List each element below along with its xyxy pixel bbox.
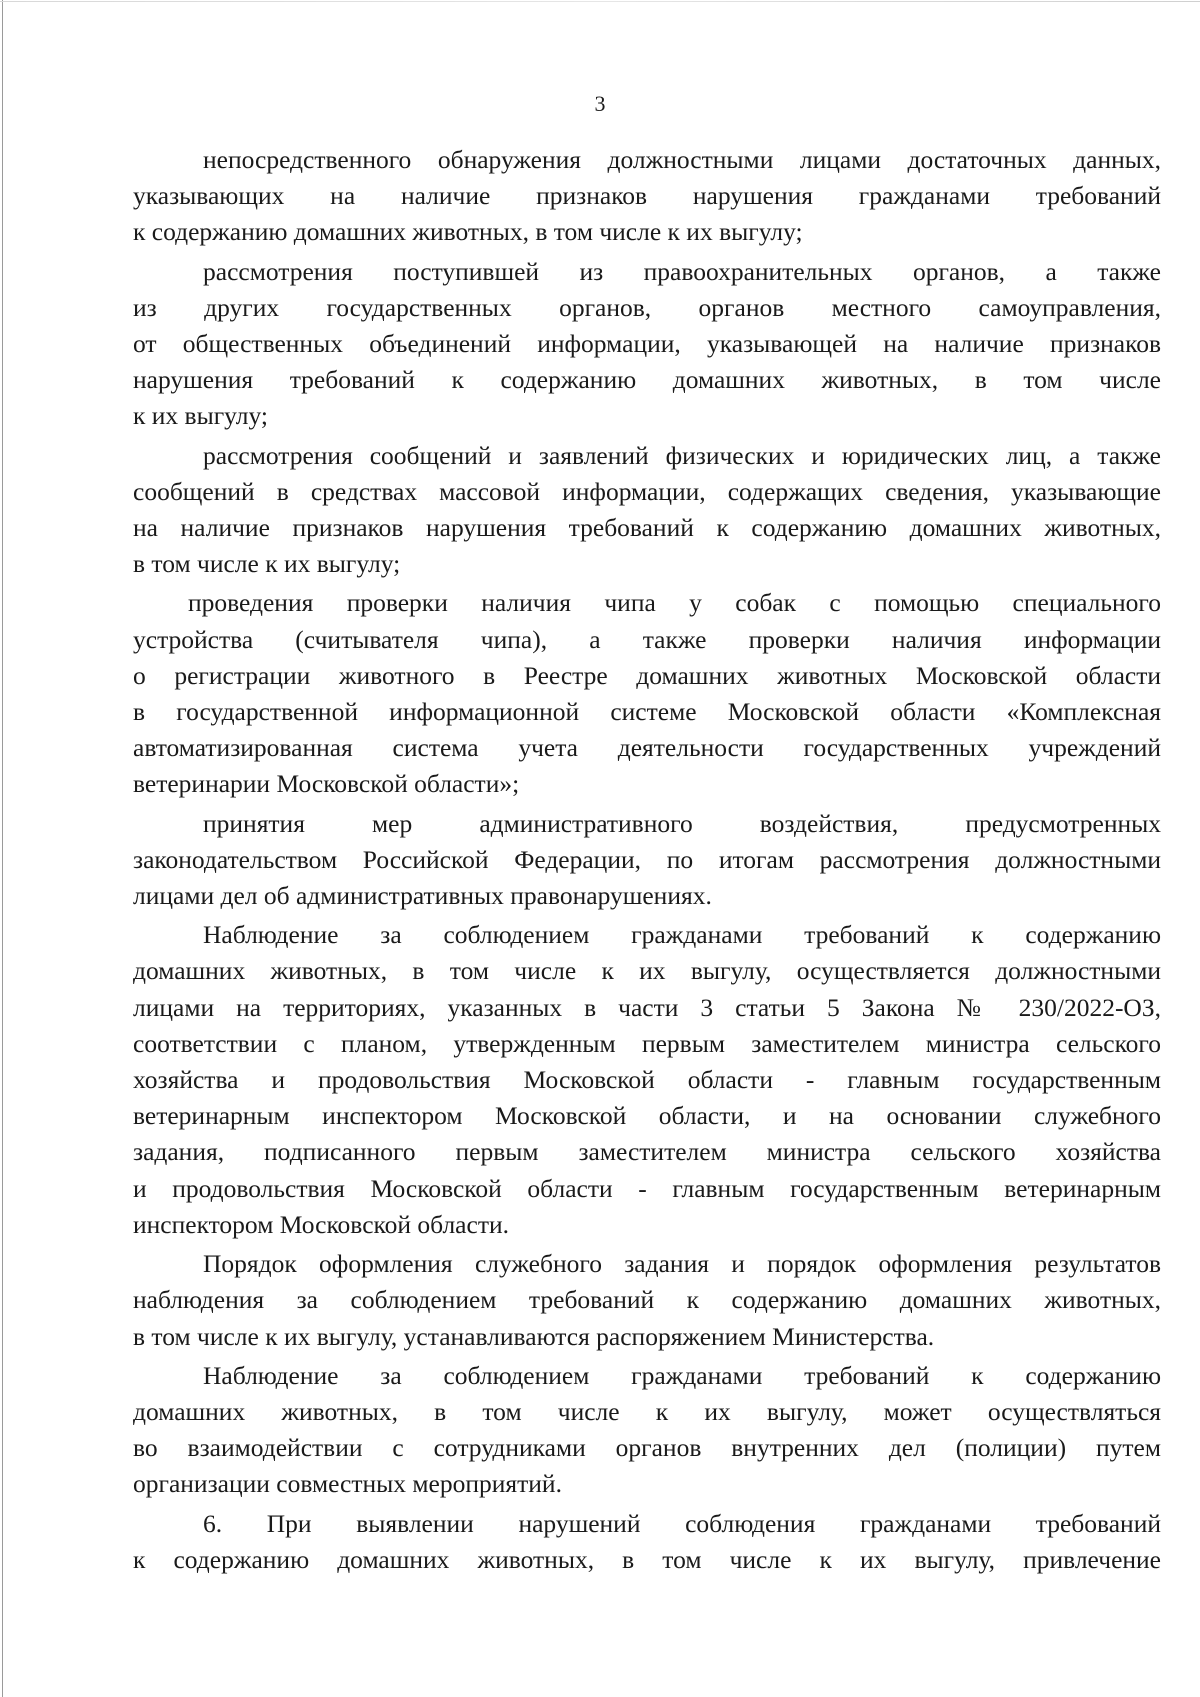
text-line: Наблюдение за соблюдением гражданами требований к содержанию [203,920,1161,950]
text-line: нарушения требований к содержанию домашних животных, в том числе [133,365,1161,395]
text-line: организации совместных мероприятий. [133,1469,562,1499]
paragraph-police-cooperation [133,1358,1161,1503]
text-line: автоматизированная система учета деятельности государственных учреждений [133,733,1161,763]
text-line: ветеринарии Московской области»; [133,769,520,799]
text-line: указывающих на наличие признаков нарушения гражданами требований [133,181,1161,211]
text-line: Порядок оформления служебного задания и порядок оформления результатов [203,1249,1161,1279]
text-line: к содержанию домашних животных, в том числе к их выгулу, привлечение [133,1544,1161,1574]
text-line: домашних животных, в том числе к их выгулу, осуществляется должностными [133,956,1161,986]
text-line: устройства (считывателя чипа), а также проверки наличия информации [133,624,1161,654]
paragraph-law-enforcement-info [133,254,1161,435]
paragraph-observation [133,917,1161,1243]
paragraph-chip-check [133,585,1161,802]
text-line: соответствии с планом, утвержденным первым заместителем министра сельского [133,1028,1161,1058]
text-line: Наблюдение за соблюдением гражданами требований к содержанию [203,1360,1161,1390]
text-line: к их выгулу; [133,401,269,431]
text-line: в том числе к их выгулу; [133,549,401,579]
text-line: рассмотрения сообщений и заявлений физических и юридических лиц, а также [203,440,1161,470]
text-line: ветеринарным инспектором Московской области, и на основании служебного [133,1101,1161,1131]
text-line: хозяйства и продовольствия Московской области - главным государственным [133,1065,1161,1095]
paragraph-citizen-reports [133,438,1161,583]
text-line: от общественных объединений информации, указывающей на наличие признаков [133,329,1161,359]
text-line: рассмотрения поступившей из правоохранительных органов, а также [203,256,1161,286]
scan-left-edge [2,0,3,1697]
text-line: домашних животных, в том числе к их выгулу, может осуществляться [133,1396,1161,1426]
text-line: лицами на территориях, указанных в части 3 статьи 5 Закона № 230/2022-ОЗ, [133,992,1161,1022]
text-line: в государственной информационной системе Московской области «Комплексная [133,697,1161,727]
paragraph-direct-detection [133,142,1161,251]
text-line: принятия мер административного воздействия, предусмотренных [203,808,1161,838]
document-body [133,142,1161,1578]
text-line: непосредственного обнаружения должностными лицами достаточных данных, [203,145,1161,174]
text-line: проведения проверки наличия чипа у собак с помощью специального [188,588,1161,618]
text-line: законодательством Российской Федерации, по итогам рассмотрения должностными [133,844,1161,874]
text-line: лицами дел об административных правонарушениях. [133,881,712,911]
text-line: к содержанию домашних животных, в том числе к их выгулу; [133,217,803,247]
text-line: задания, подписанного первым заместителем министра сельского хозяйства [133,1137,1161,1167]
text-line: и продовольствия Московской области - главным государственным ветеринарным [133,1173,1161,1203]
text-line: сообщений в средствах массовой информации, содержащих сведения, указывающие [133,476,1161,506]
paragraph-task-procedure [133,1246,1161,1355]
text-line: на наличие признаков нарушения требований к содержанию домашних животных, [133,513,1161,543]
text-line: инспектором Московской области. [133,1209,509,1239]
scan-top-edge [0,1,1200,2]
text-line: наблюдения за соблюдением требований к содержанию домашних животных, [133,1285,1161,1315]
text-line: в том числе к их выгулу, устанавливаются распоряжением Министерства. [133,1321,935,1351]
text-line: 6. При выявлении нарушений соблюдения гражданами требований [203,1508,1161,1538]
text-line: во взаимодействии с сотрудниками органов внутренних дел (полиции) путем [133,1433,1161,1463]
paragraph-section-6 [133,1506,1161,1578]
page-number: 3 [594,91,606,116]
text-line: из других государственных органов, органов местного самоуправления, [133,292,1161,322]
text-line: о регистрации животного в Реестре домашних животных Московской области [133,660,1161,690]
paragraph-administrative-measures [133,806,1161,915]
